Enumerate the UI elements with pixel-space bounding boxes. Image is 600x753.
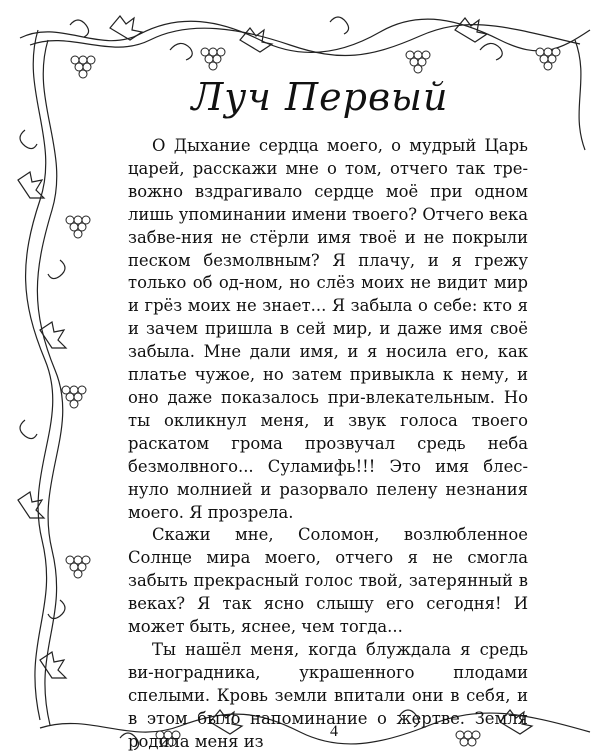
leaf-icon bbox=[110, 16, 142, 40]
grape-cluster-icon bbox=[66, 556, 90, 578]
chapter-title: Луч Первый bbox=[191, 75, 449, 119]
leaf-icon bbox=[240, 28, 272, 52]
leaf-icon bbox=[40, 652, 66, 678]
chapter-body bbox=[128, 135, 528, 753]
grape-cluster-icon bbox=[536, 48, 560, 70]
leaf-icon bbox=[40, 322, 66, 348]
paragraph: Ты нашёл меня, когда блуждала я средь ви-ноградника, украшенного плодами спелыми. Кровь земли впитали они в себя, и в этом было напоминание о жертве. Земля родила меня из bbox=[128, 639, 528, 751]
leaf-icon bbox=[18, 492, 44, 518]
top-vine-icon bbox=[20, 19, 590, 52]
paragraph: О Дыхание сердца моего, о мудрый Царь царей, расскажи мне о том, отчего так тре-вожно вздрагивало сердце моё при одном лишь упоминании имени твоего? Отчего века забве-ния не стёрли имя твоё и не покрыли песком безмолвным? Я плачу, и я грежу только об од-ном, но слёз моих не видит мир и грёз моих не знает... Я забыла о себе: кто я и зачем пришла в сей мир, и даже имя своё забыла. Мне дали имя, и я носила его, как платье чужое, но затем привыкла к нему, и оно даже показалось при-влекательным. Но ты окликнул меня, и звук голоса твоего раскатом грома прозвучал средь неба безмолвного... Суламифь!!! Это имя блес-нуло молнией и разорвало пелену незнания моего. Я прозрела. bbox=[128, 136, 528, 522]
page-number: 4 bbox=[330, 723, 338, 740]
leaf-icon bbox=[455, 18, 487, 42]
right-vine-icon bbox=[575, 40, 585, 150]
grape-cluster-icon bbox=[71, 56, 95, 78]
paragraph: Скажи мне, Соломон, возлюбленное Солнце мира моего, отчего я не смогла забыть прекрасный голос твой, затерянный в веках? Я так ясно слышу его сегодня! И может быть, яснее, чем тогда... bbox=[128, 525, 528, 637]
grape-cluster-icon bbox=[62, 386, 86, 408]
leaf-icon bbox=[18, 172, 44, 198]
grape-cluster-icon bbox=[66, 216, 90, 238]
grape-cluster-icon bbox=[201, 48, 225, 70]
grape-cluster-icon bbox=[406, 51, 430, 73]
left-vine-icon bbox=[26, 30, 53, 720]
